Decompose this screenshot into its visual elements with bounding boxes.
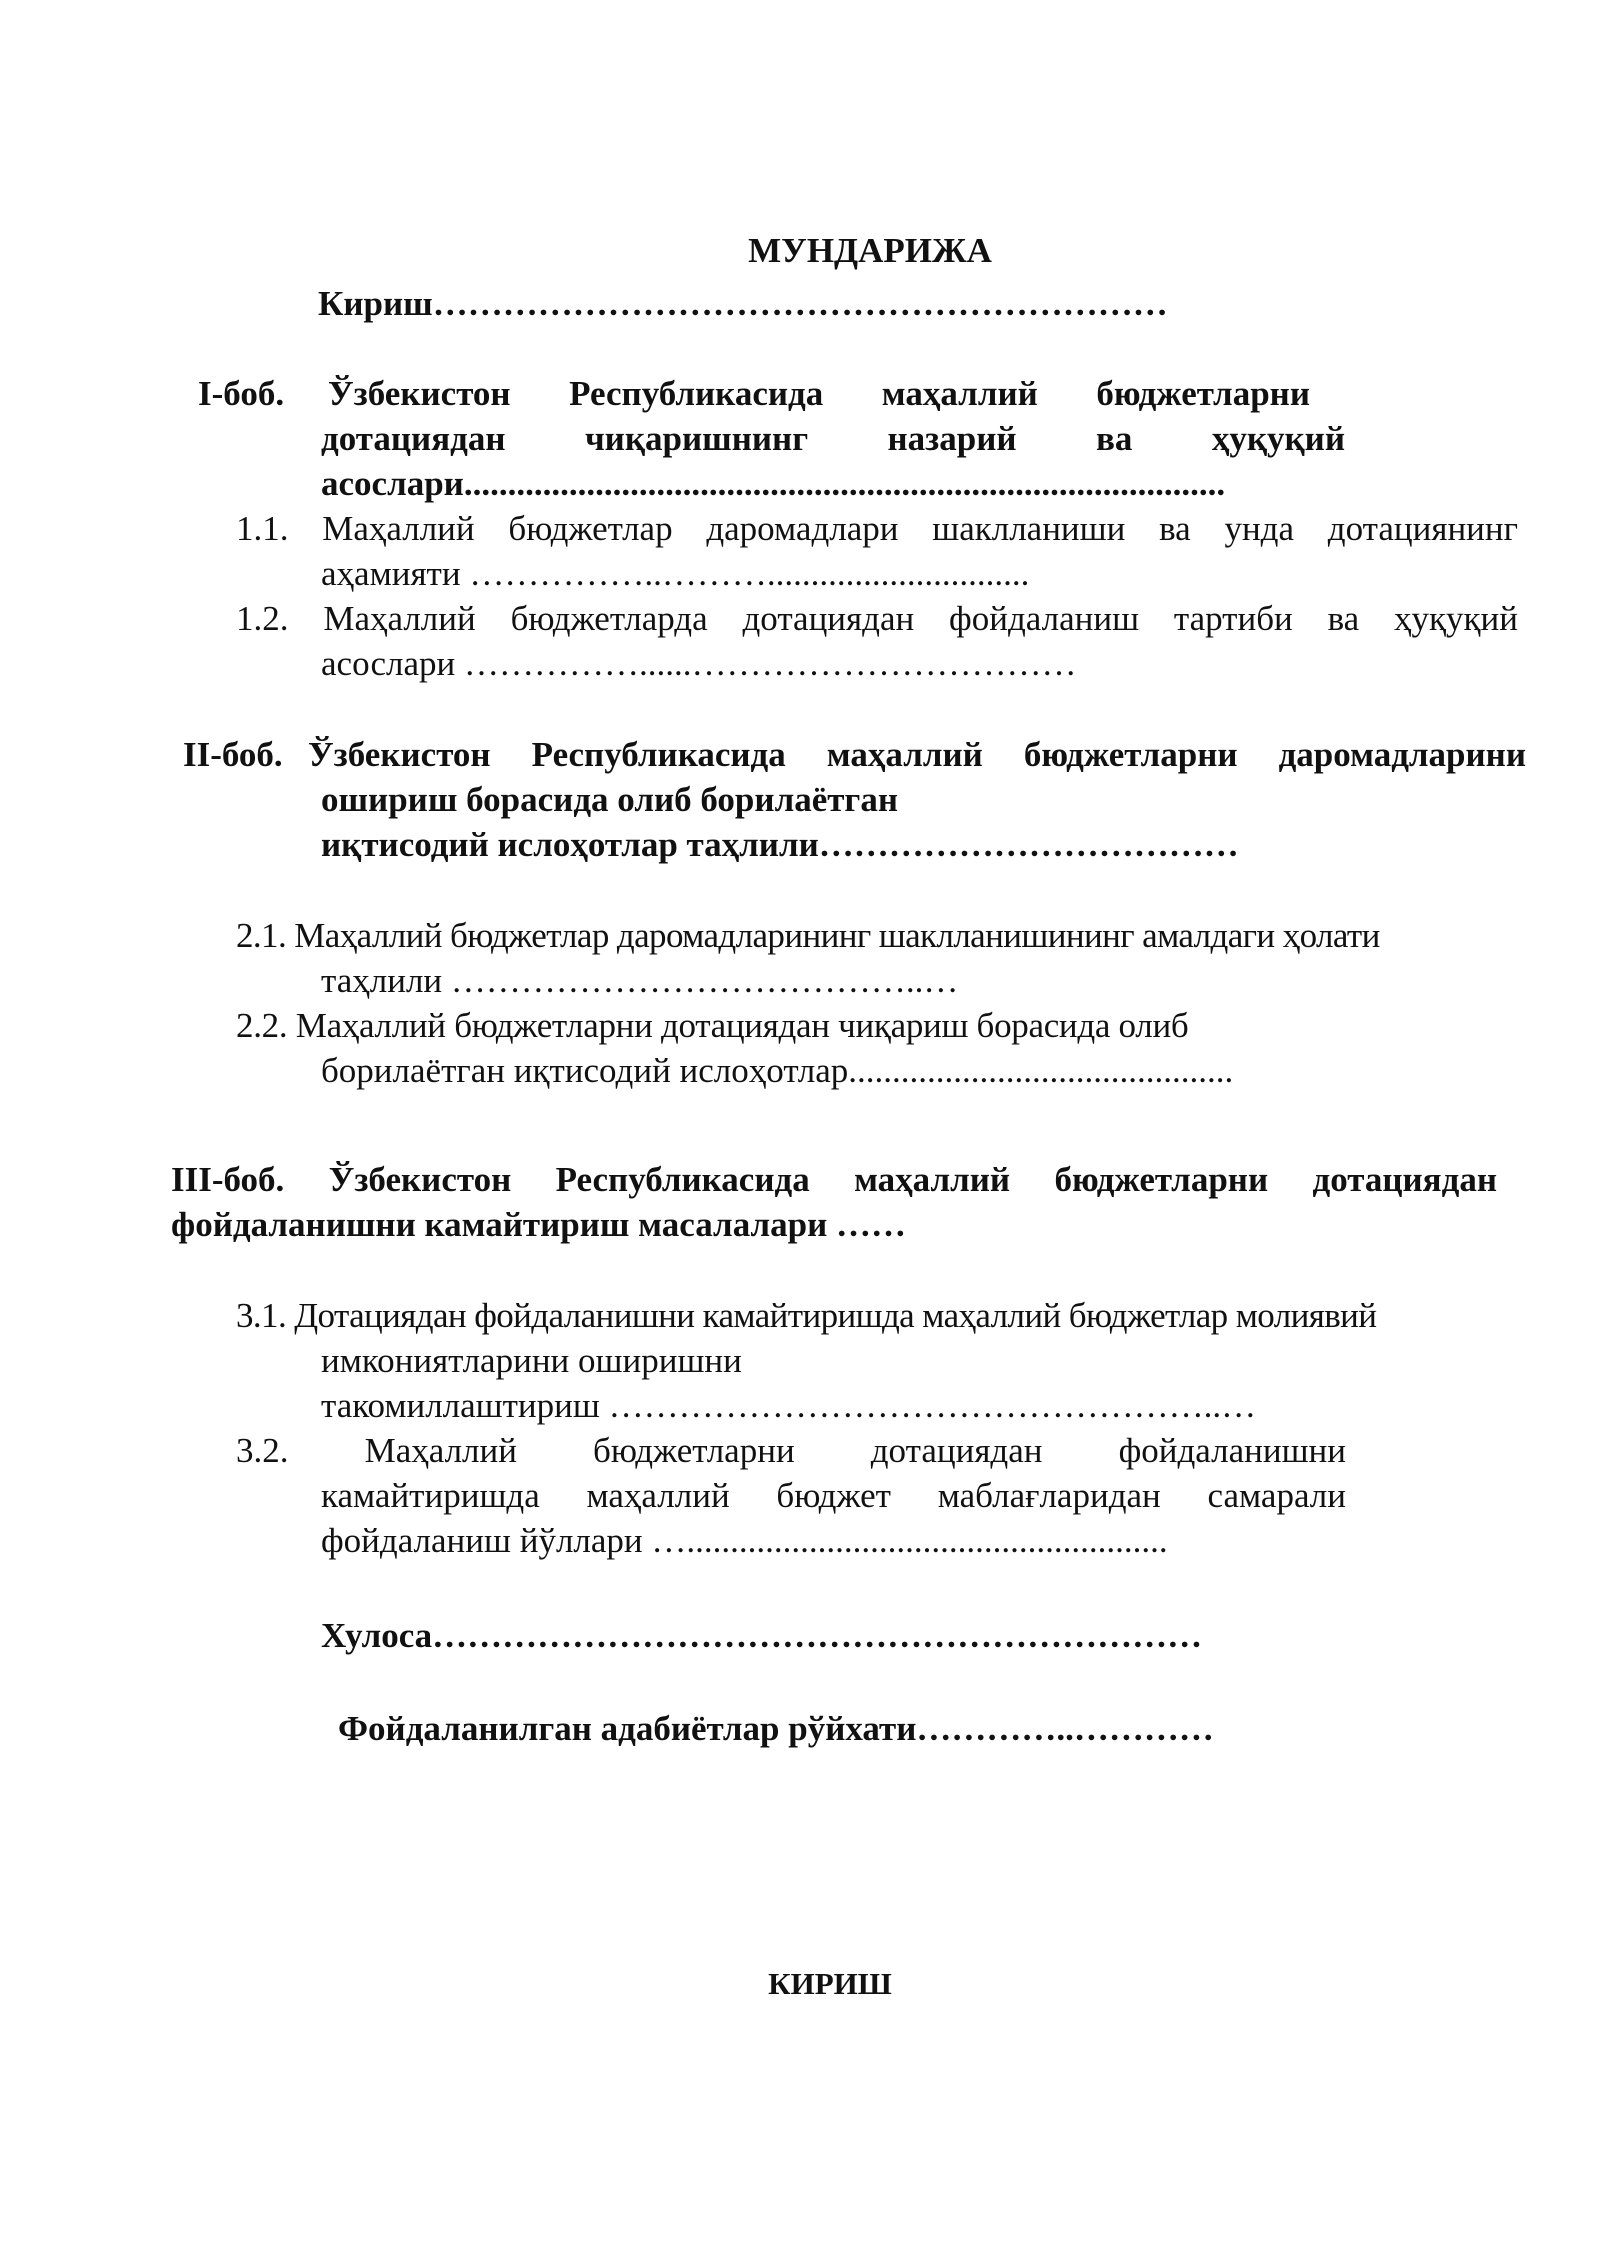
- next-section-title: КИРИШ: [768, 1966, 892, 2001]
- toc-ch1-title-line2: дотациядан чиқаришнинг назарий ва ҳуқуқий: [321, 419, 1345, 458]
- toc-section-2-1-line2: таҳлили …………………………………..…: [321, 961, 959, 1000]
- toc-section-1-2-line1: 1.2. Маҳаллий бюджетларда дотациядан фойдаланиш тартиби ва ҳуқуқий: [236, 599, 1518, 638]
- toc-ch2-title-line3: иқтисодий ислоҳотлар таҳлили………………………………: [321, 825, 1239, 864]
- toc-ch2-number: II-боб.: [183, 735, 283, 774]
- toc-ch2-title-line1: Ўзбекистон Республикасида маҳаллий бюджетларни даромадларини: [308, 735, 1526, 774]
- toc-ch1-title-line3: асослари.......................................................................................: [321, 464, 1226, 503]
- toc-ch3-title-line2: фойдаланишни камайтириш масалалари ……: [171, 1205, 907, 1244]
- toc-section-1-1-line2: аҳамияти ……………..………..............................: [321, 554, 1030, 593]
- toc-section-3-2-line3: фойдаланиш йўллари ….......................................................: [321, 1521, 1168, 1560]
- toc-section-2-1-line1: 2.1. Маҳаллий бюджетлар даромадларининг шаклланишининг амалдаги ҳолати: [236, 916, 1380, 955]
- toc-ch1-title-line1: Ўзбекистон Республикасида маҳаллий бюджетларни: [328, 374, 1310, 413]
- toc-section-3-1-line3: такомиллаштириш ……………………………………………..…: [321, 1386, 1257, 1425]
- toc-section-1-2-line2: асослари ……………......……………………………: [321, 644, 1077, 683]
- toc-section-1-1-line1: 1.1. Маҳаллий бюджетлар даромадлари шаклланиши ва унда дотациянинг: [236, 509, 1518, 548]
- toc-title: МУНДАРИЖА: [748, 231, 992, 270]
- toc-section-3-2-line2: камайтиришда маҳаллий бюджет маблағларидан самарали: [321, 1476, 1346, 1515]
- toc-ch2-title-line2: ошириш борасида олиб борилаётган: [321, 780, 898, 819]
- toc-section-3-1-line2: имкониятларини оширишни: [321, 1341, 742, 1380]
- toc-section-3-2-line1: 3.2. Маҳаллий бюджетларни дотациядан фойдаланишни: [236, 1431, 1346, 1470]
- toc-ch1-number: I-боб.: [198, 374, 285, 413]
- toc-section-3-1-line1: 3.1. Дотациядан фойдаланишни камайтиришда маҳаллий бюджетлар молиявий: [236, 1296, 1377, 1335]
- toc-references: Фойдаланилган адабиётлар рўйхати…………..…………: [338, 1709, 1214, 1748]
- toc-conclusion: Хулоса…………………………………………………………: [321, 1616, 1203, 1655]
- toc-section-2-2-line2: борилаётган иқтисодий ислоҳотлар............................................: [321, 1051, 1234, 1090]
- toc-section-2-2-line1: 2.2. Маҳаллий бюджетларни дотациядан чиқариш борасида олиб: [236, 1006, 1189, 1045]
- toc-intro: Кириш………………………………………………………: [318, 284, 1168, 323]
- toc-ch3-title-line1: III-боб. Ўзбекистон Республикасида маҳаллий бюджетларни дотациядан: [171, 1160, 1497, 1199]
